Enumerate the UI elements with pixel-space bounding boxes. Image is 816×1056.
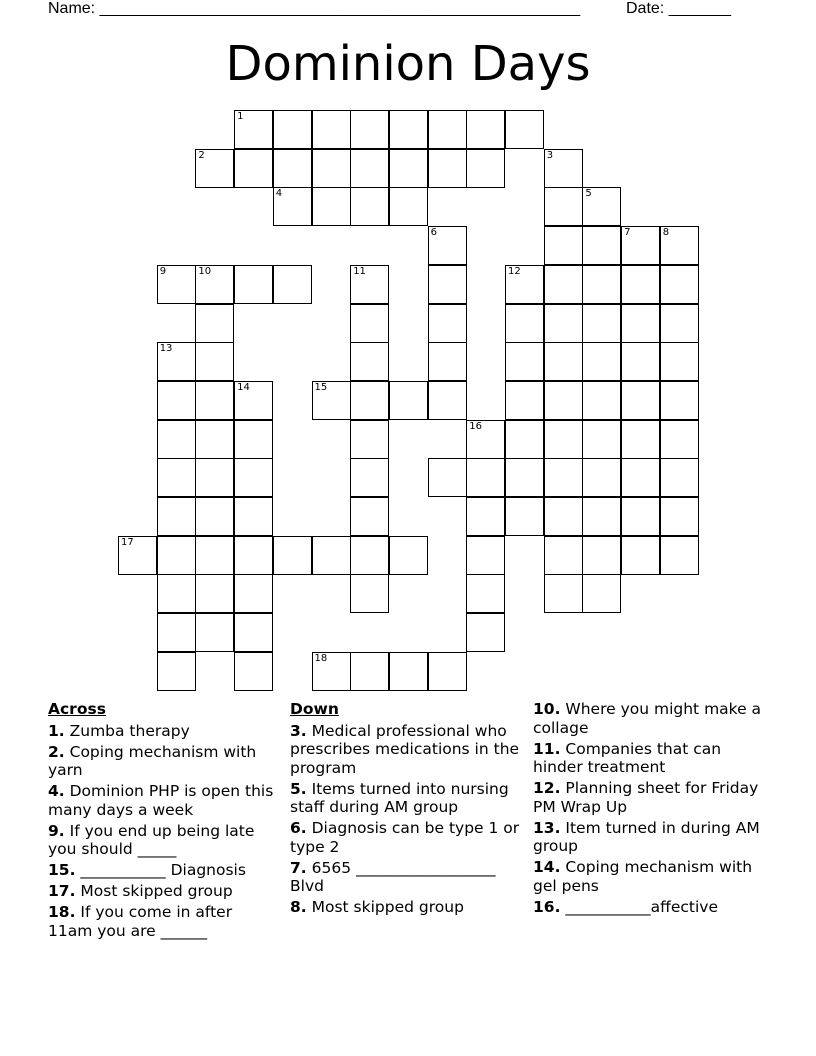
- clue-item-text: Diagnosis can be type 1 or type 2: [290, 819, 520, 856]
- grid-cell[interactable]: [621, 265, 660, 304]
- clue-item: [290, 859, 520, 896]
- grid-cell[interactable]: [234, 458, 273, 497]
- clue-item: [48, 782, 276, 819]
- grid-cell[interactable]: [389, 187, 428, 226]
- grid-cell[interactable]: [660, 381, 699, 420]
- clue-number: 10: [198, 265, 212, 277]
- clue-item-number: 14.: [533, 858, 561, 876]
- grid-cell[interactable]: [660, 420, 699, 459]
- grid-cell[interactable]: [350, 420, 389, 459]
- grid-cell[interactable]: [157, 613, 196, 652]
- clue-item-number: 9.: [48, 821, 65, 840]
- clue-item: [48, 903, 276, 940]
- clues-column-3: [533, 700, 773, 919]
- grid-cell[interactable]: [505, 342, 544, 381]
- clue-item: [290, 780, 520, 817]
- clue-item-number: 4.: [48, 782, 65, 800]
- clues-column-1: [48, 700, 276, 943]
- grid-cell[interactable]: [234, 110, 273, 149]
- grid-cell[interactable]: [544, 458, 583, 497]
- grid-cell[interactable]: [505, 497, 544, 536]
- clue-item-number: 17.: [48, 882, 76, 900]
- clue-item-number: 13.: [533, 818, 561, 837]
- name-field[interactable]: Name: ______________________________________________________: [48, 0, 581, 17]
- clue-number: 16: [469, 420, 483, 432]
- grid-cell[interactable]: [582, 458, 621, 497]
- grid-cell[interactable]: [660, 458, 699, 497]
- grid-cell[interactable]: [350, 304, 389, 343]
- grid-cell[interactable]: [350, 342, 389, 381]
- grid-cell[interactable]: [544, 342, 583, 381]
- grid-cell[interactable]: [544, 381, 583, 420]
- grid-cell[interactable]: [505, 381, 544, 420]
- clue-item-number: 2.: [48, 742, 65, 761]
- clue-number: 14: [237, 381, 250, 393]
- grid-cell[interactable]: [157, 265, 196, 304]
- clue-item-text: Items turned into nursing staff during AM group: [290, 779, 509, 816]
- grid-cell[interactable]: [582, 536, 621, 575]
- grid-cell[interactable]: [544, 497, 583, 536]
- grid-cell[interactable]: [234, 381, 273, 420]
- grid-cell[interactable]: [428, 652, 467, 691]
- grid-cell[interactable]: [234, 613, 273, 652]
- clue-item: [290, 722, 520, 778]
- grid-cell[interactable]: [195, 458, 234, 497]
- grid-cell[interactable]: [350, 187, 389, 226]
- down-clue-list-continued: [533, 700, 773, 916]
- grid-cell[interactable]: [428, 226, 467, 265]
- grid-cell[interactable]: [234, 420, 273, 459]
- across-heading: Across: [48, 700, 106, 718]
- grid-cell[interactable]: [350, 265, 389, 304]
- clue-item-text: Most skipped group: [311, 898, 464, 916]
- clue-number: 12: [508, 265, 521, 277]
- clue-item-number: 6.: [290, 819, 307, 837]
- grid-cell[interactable]: [350, 574, 389, 613]
- grid-cell[interactable]: [157, 574, 196, 613]
- grid-cell[interactable]: [428, 381, 467, 420]
- grid-cell[interactable]: [428, 304, 467, 343]
- grid-cell[interactable]: [350, 497, 389, 536]
- clue-number: 8: [662, 227, 670, 239]
- clue-number: 7: [624, 227, 631, 239]
- grid-cell[interactable]: [621, 226, 660, 265]
- grid-cell[interactable]: [389, 652, 428, 691]
- grid-cell[interactable]: [544, 420, 583, 459]
- grid-cell[interactable]: [582, 265, 621, 304]
- grid-cell[interactable]: [350, 110, 389, 149]
- grid-cell[interactable]: [621, 420, 660, 459]
- grid-cell[interactable]: [312, 652, 351, 691]
- clue-item: [290, 819, 520, 856]
- grid-cell[interactable]: [505, 110, 544, 149]
- grid-cell[interactable]: [234, 652, 273, 691]
- clue-item-text: Companies that can hinder treatment: [533, 739, 722, 776]
- grid-cell[interactable]: [466, 149, 505, 188]
- grid-cell[interactable]: [312, 381, 351, 420]
- across-clue-list: [48, 722, 276, 941]
- clue-item: [533, 779, 773, 816]
- clue-item: [533, 898, 773, 917]
- grid-cell[interactable]: [273, 536, 312, 575]
- grid-cell[interactable]: [621, 304, 660, 343]
- grid-cell[interactable]: [582, 420, 621, 459]
- clue-item: [533, 740, 773, 777]
- clue-item: [48, 722, 276, 741]
- grid-cell[interactable]: [428, 342, 467, 381]
- clue-item-number: 7.: [290, 858, 307, 877]
- grid-cell[interactable]: [582, 226, 621, 265]
- down-clue-list: [290, 722, 520, 917]
- clue-number: 11: [353, 265, 366, 277]
- clues-column-2: [290, 700, 520, 919]
- grid-cell[interactable]: [428, 458, 467, 497]
- grid-cell[interactable]: [273, 149, 312, 188]
- grid-cell[interactable]: [118, 536, 157, 575]
- clue-item: [533, 819, 773, 856]
- grid-cell[interactable]: [428, 149, 467, 188]
- clue-number: 5: [585, 188, 592, 200]
- clue-item-text: Coping mechanism with yarn: [48, 742, 257, 779]
- grid-cell[interactable]: [428, 110, 467, 149]
- clue-item-text: ___________affective: [565, 897, 718, 916]
- clue-item-number: 12.: [533, 779, 561, 797]
- grid-cell[interactable]: [582, 497, 621, 536]
- grid-cell[interactable]: [312, 110, 351, 149]
- grid-cell[interactable]: [195, 265, 234, 304]
- grid-cell[interactable]: [195, 149, 234, 188]
- grid-cell[interactable]: [350, 536, 389, 575]
- grid-cell[interactable]: [389, 110, 428, 149]
- grid-cell[interactable]: [157, 536, 196, 575]
- clue-number: 15: [314, 381, 328, 393]
- grid-cell[interactable]: [157, 652, 196, 691]
- grid-cell[interactable]: [505, 265, 544, 304]
- clue-item: [533, 700, 773, 737]
- clue-item-text: Dominion PHP is open this many days a week: [48, 782, 274, 819]
- clue-item-number: 16.: [533, 897, 561, 916]
- grid-cell[interactable]: [582, 187, 621, 226]
- grid-cell[interactable]: [350, 458, 389, 497]
- grid-cell[interactable]: [428, 265, 467, 304]
- grid-cell[interactable]: [195, 420, 234, 459]
- clue-item-number: 8.: [290, 898, 307, 916]
- grid-cell[interactable]: [466, 613, 505, 652]
- clue-number: 6: [430, 227, 437, 239]
- grid-cell[interactable]: [660, 304, 699, 343]
- clue-item-text: If you come in after 11am you are ______: [48, 903, 233, 940]
- grid-cell[interactable]: [234, 265, 273, 304]
- grid-cell[interactable]: [157, 497, 196, 536]
- grid-cell[interactable]: [350, 381, 389, 420]
- grid-cell[interactable]: [273, 187, 312, 226]
- clue-number: 9: [159, 265, 167, 277]
- grid-cell[interactable]: [157, 342, 196, 381]
- clue-item-text: Medical professional who prescribes medications in the program: [290, 721, 520, 777]
- grid-cell[interactable]: [312, 536, 351, 575]
- clue-item-text: 6565 __________________ Blvd: [290, 858, 496, 895]
- grid-cell[interactable]: [466, 420, 505, 459]
- grid-cell[interactable]: [389, 536, 428, 575]
- grid-cell[interactable]: [544, 304, 583, 343]
- grid-cell[interactable]: [544, 187, 583, 226]
- grid-cell[interactable]: [660, 226, 699, 265]
- clue-item-text: Where you might make a collage: [533, 700, 762, 737]
- grid-cell[interactable]: [195, 536, 234, 575]
- grid-cell[interactable]: [582, 342, 621, 381]
- clue-item-number: 3.: [290, 721, 307, 740]
- clue-item: [533, 858, 773, 895]
- grid-cell[interactable]: [157, 381, 196, 420]
- clue-number: 2: [198, 149, 205, 161]
- clue-item: [48, 861, 276, 880]
- grid-cell[interactable]: [544, 265, 583, 304]
- grid-cell[interactable]: [195, 381, 234, 420]
- clue-item: [48, 822, 276, 859]
- grid-cell[interactable]: [273, 265, 312, 304]
- grid-cell[interactable]: [660, 497, 699, 536]
- clue-item-number: 10.: [533, 700, 561, 718]
- grid-cell[interactable]: [660, 342, 699, 381]
- clue-item-number: 1.: [48, 721, 65, 740]
- grid-cell[interactable]: [273, 110, 312, 149]
- grid-cell[interactable]: [234, 149, 273, 188]
- grid-cell[interactable]: [621, 342, 660, 381]
- grid-cell[interactable]: [660, 536, 699, 575]
- grid-cell[interactable]: [389, 381, 428, 420]
- clue-item-number: 5.: [290, 779, 307, 798]
- grid-cell[interactable]: [621, 381, 660, 420]
- grid-cell[interactable]: [582, 574, 621, 613]
- grid-cell[interactable]: [505, 304, 544, 343]
- grid-cell[interactable]: [544, 574, 583, 613]
- clue-number: 17: [121, 536, 134, 548]
- grid-cell[interactable]: [621, 497, 660, 536]
- grid-cell[interactable]: [234, 536, 273, 575]
- grid-cell[interactable]: [234, 574, 273, 613]
- puzzle-title: Dominion Days: [225, 36, 591, 92]
- grid-cell[interactable]: [312, 187, 351, 226]
- clue-number: 4: [275, 188, 283, 200]
- clue-number: 18: [314, 652, 328, 664]
- clue-item-text: ___________ Diagnosis: [80, 861, 246, 879]
- grid-cell[interactable]: [505, 420, 544, 459]
- clue-item-number: 11.: [533, 739, 561, 758]
- grid-cell[interactable]: [466, 110, 505, 149]
- clue-item-number: 18.: [48, 903, 76, 921]
- clue-item-text: Coping mechanism with gel pens: [533, 858, 753, 895]
- clue-number: 1: [237, 111, 244, 122]
- grid-cell[interactable]: [466, 536, 505, 575]
- clue-item-text: Most skipped group: [80, 882, 233, 900]
- grid-cell[interactable]: [621, 536, 660, 575]
- grid-cell[interactable]: [544, 226, 583, 265]
- grid-cell[interactable]: [195, 574, 234, 613]
- clue-item-text: Item turned in during AM group: [533, 818, 760, 855]
- grid-cell[interactable]: [466, 497, 505, 536]
- grid-cell[interactable]: [350, 652, 389, 691]
- grid-cell[interactable]: [157, 420, 196, 459]
- grid-cell[interactable]: [582, 304, 621, 343]
- grid-cell[interactable]: [660, 265, 699, 304]
- clue-item: [48, 743, 276, 780]
- grid-cell[interactable]: [195, 497, 234, 536]
- down-heading: Down: [290, 700, 339, 718]
- grid-cell[interactable]: [582, 381, 621, 420]
- grid-cell[interactable]: [157, 458, 196, 497]
- grid-cell[interactable]: [466, 458, 505, 497]
- grid-cell[interactable]: [234, 497, 273, 536]
- grid-cell[interactable]: [544, 149, 583, 188]
- clue-item-text: Planning sheet for Friday PM Wrap Up: [533, 779, 759, 816]
- grid-cell[interactable]: [195, 613, 234, 652]
- grid-cell[interactable]: [312, 149, 351, 188]
- clue-number: 3: [546, 149, 554, 161]
- grid-cell[interactable]: [466, 574, 505, 613]
- grid-cell[interactable]: [621, 458, 660, 497]
- grid-cell[interactable]: [350, 149, 389, 188]
- clue-item-text: Zumba therapy: [69, 721, 190, 740]
- clue-item-text: If you end up being late you should _____: [48, 821, 255, 858]
- clue-number: 13: [159, 343, 173, 355]
- grid-cell[interactable]: [195, 304, 234, 343]
- grid-cell[interactable]: [195, 342, 234, 381]
- grid-cell[interactable]: [389, 149, 428, 188]
- clue-item: [290, 898, 520, 917]
- grid-cell[interactable]: [544, 536, 583, 575]
- clue-item-number: 15.: [48, 861, 76, 879]
- grid-cell[interactable]: [505, 458, 544, 497]
- clue-item: [48, 882, 276, 901]
- date-field[interactable]: Date: _______: [626, 0, 731, 17]
